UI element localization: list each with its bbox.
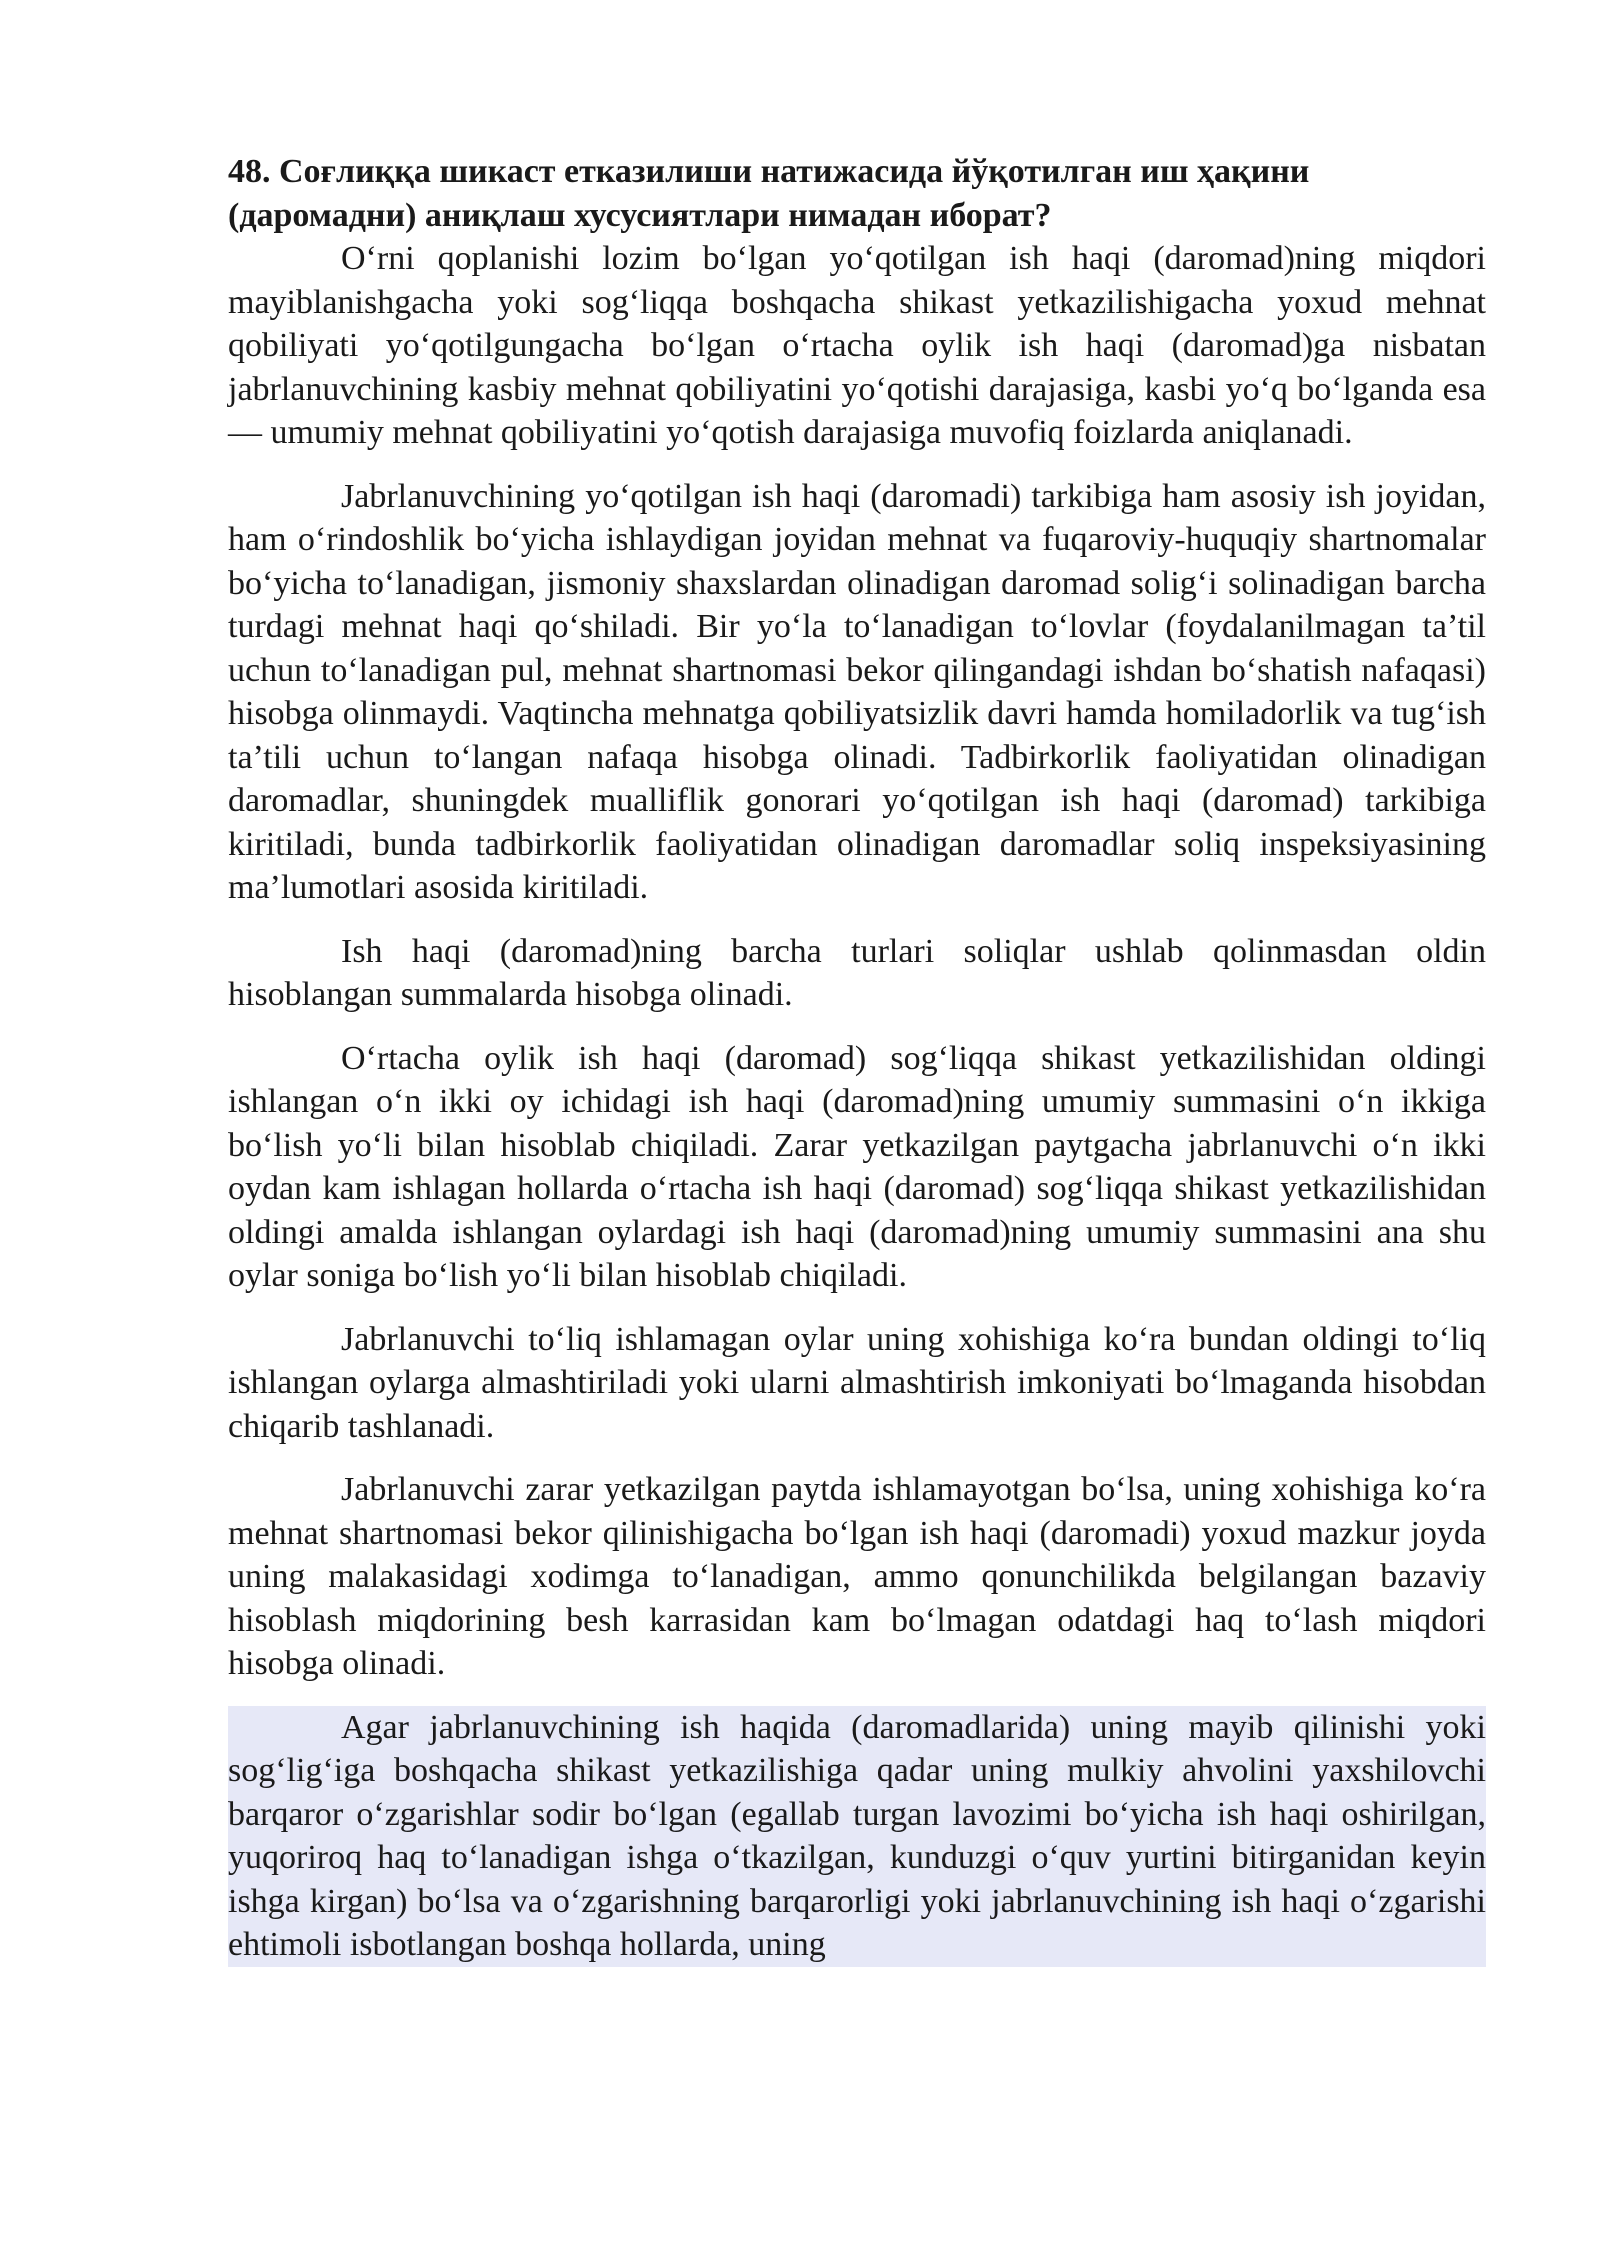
document-page	[228, 150, 1486, 1967]
paragraph-5: Jabrlanuvchi to‘liq ishlamagan oylar uning xohishiga ko‘ra bundan oldingi to‘liq ishlangan oylarga almashtiriladi yoki ularni almashtirish imkoniyati bo‘lmaganda hisobdan chiqarib tashlanadi.	[228, 1320, 1486, 1445]
paragraph-6: Jabrlanuvchi zarar yetkazilgan paytda ishlamayotgan bo‘lsa, uning xohishiga ko‘ra mehnat shartnomasi bekor qilinishigacha bo‘lgan ish haqi (daromadi) yoxud mazkur joyda uning malakasidagi xodimga to‘lanadigan, ammo qonunchilikda belgilangan bazaviy hisoblash miqdorining besh karrasidan kam bo‘lmagan odatdagi haq to‘lash miqdori hisobga olinadi.	[228, 1471, 1486, 1682]
paragraph-3: Ish haqi (daromad)ning barcha turlari soliqlar ushlab qolinmasdan oldin hisoblangan summalarda hisobga olinadi.	[228, 932, 1486, 1013]
paragraph-7-highlighted[interactable]: Agar jabrlanuvchining ish haqida (daromadlarida) uning mayib qilinishi yoki sog‘lig‘iga boshqacha shikast yetkazilishiga qadar uning mulkiy ahvolini yaxshilovchi barqaror o‘zgarishlar sodir bo‘lgan (egallab turgan lavozimi bo‘yicha ish haqi oshirilgan, yuqoriroq haq to‘lanadigan ishga o‘tkazilgan, kunduzgi o‘quv yurtini bitirganidan keyin ishga kirgan) bo‘lsa va o‘zgarishning barqarorligi yoki jabrlanuvchining ish haqi o‘zgarishi ehtimoli isbotlangan boshqa hollarda, uning	[228, 1706, 1486, 1967]
paragraph-4: O‘rtacha oylik ish haqi (daromad) sog‘liqqa shikast yetkazilishidan oldingi ishlangan o‘n ikki oy ichidagi ish haqi (daromad)ning umumiy summasini o‘n ikkiga bo‘lish yo‘li bilan hisoblab chiqiladi. Zarar yetkazilgan paytgacha jabrlanuvchi o‘n ikki oydan kam ishlagan hollarda o‘rtacha ish haqi (daromad) sog‘liqqa shikast yetkazilishidan oldingi amalda ishlangan oylardagi ish haqi (daromad)ning umumiy summasini ana shu oylar soniga bo‘lish yo‘li bilan hisoblab chiqiladi.	[228, 1039, 1486, 1294]
question-heading: 48. Соғлиққа шикаст етказилиши натижасида йўқотилган иш ҳақини (даромадни) аниқлаш хусусиятлари нимадан иборат?	[228, 153, 1310, 234]
paragraph-1: O‘rni qoplanishi lozim bo‘lgan yo‘qotilgan ish haqi (daromad)ning miqdori mayiblanishgacha yoki sog‘liqqa boshqacha shikast yetkazilishigacha yoxud mehnat qobiliyati yo‘qotilgungacha bo‘lgan o‘rtacha oylik ish haqi (daromad)ga nisbatan jabrlanuvchining kasbiy mehnat qobiliyatini yo‘qotishi darajasiga, kasbi yo‘q bo‘lganda esa — umumiy mehnat qobiliyatini yo‘qotish darajasiga muvofiq foizlarda aniqlanadi.	[228, 240, 1486, 451]
paragraph-2: Jabrlanuvchining yo‘qotilgan ish haqi (daromadi) tarkibiga ham asosiy ish joyidan, ham o‘rindoshlik bo‘yicha ishlaydigan joyidan mehnat va fuqaroviy-huquqiy shartnomalar bo‘yicha to‘lanadigan, jismoniy shaxslardan olinadigan daromad solig‘i solinadigan barcha turdagi mehnat haqi qo‘shiladi. Bir yo‘la to‘lanadigan to‘lovlar (foydalanilmagan ta’til uchun to‘lanadigan pul, mehnat shartnomasi bekor qilingandagi ishdan bo‘shatish nafaqasi) hisobga olinmaydi. Vaqtincha mehnatga qobiliyatsizlik davri hamda homiladorlik va tug‘ish ta’tili uchun to‘langan nafaqa hisobga olinadi. Tadbirkorlik faoliyatidan olinadigan daromadlar, shuningdek mualliflik gonorari yo‘qotilgan ish haqi (daromad) tarkibiga kiritiladi, bunda tadbirkorlik faoliyatidan olinadigan daromadlar soliq inspeksiyasining ma’lumotlari asosida kiritiladi.	[228, 477, 1486, 906]
